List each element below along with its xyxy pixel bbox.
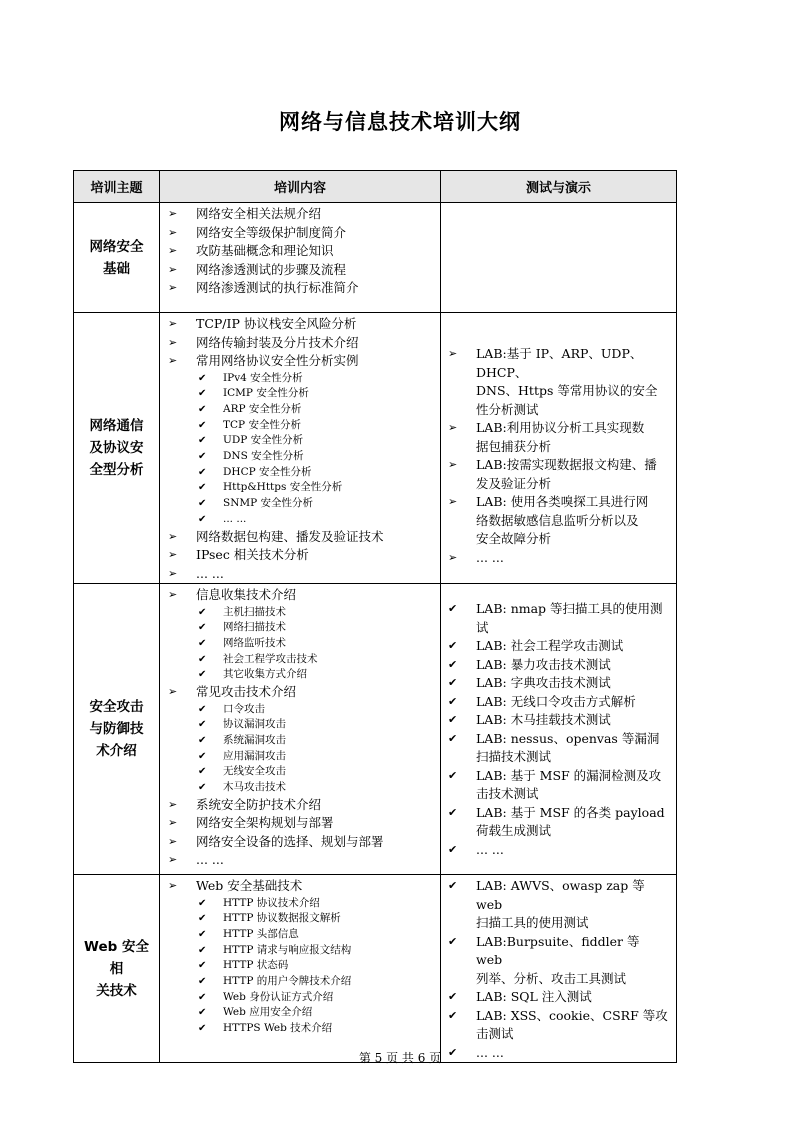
list-item — [160, 896, 440, 912]
list-item-text: ... ... — [223, 512, 247, 525]
list-item — [160, 512, 440, 528]
topic-cell — [74, 203, 160, 313]
tests-cell — [441, 313, 677, 584]
list-item-text: 网络数据包构建、播发及验证技术 — [196, 528, 384, 544]
list-item-text: 应用漏洞攻击 — [223, 749, 286, 762]
check-bullet-icon: ✔ — [448, 657, 458, 671]
check-bullet-icon: ✔ — [448, 879, 458, 893]
topic-cell — [74, 875, 160, 1063]
test-item-line: LAB:按需实现数据报文构建、播 — [476, 457, 657, 472]
table-header-row — [74, 171, 677, 203]
test-item — [441, 841, 668, 860]
list-item-text: HTTP 的用户令牌技术介绍 — [223, 975, 352, 988]
list-item-text: HTTP 状态码 — [223, 959, 289, 972]
list-item — [160, 205, 440, 224]
test-item — [441, 711, 668, 730]
check-bullet-icon: ✔ — [198, 719, 207, 731]
list-item — [160, 911, 440, 927]
arrow-bullet-icon: ➢ — [168, 317, 178, 330]
arrow-bullet-icon: ➢ — [168, 225, 178, 239]
test-item — [441, 933, 668, 989]
topic-line: 安全攻击 — [89, 699, 144, 716]
list-item-text: TCP/IP 协议栈安全风险分析 — [196, 316, 357, 331]
list-item-text: Http&Https 安全性分析 — [223, 481, 343, 494]
header-topic: 培训主题 — [74, 171, 160, 203]
check-bullet-icon: ✔ — [198, 782, 207, 794]
test-item-line: LAB: nessus、openvas 等漏洞 — [476, 730, 660, 746]
list-item — [160, 958, 440, 974]
test-item — [441, 600, 668, 637]
list-item-text: 网络安全设备的选择、规划与部署 — [196, 833, 384, 849]
list-item — [160, 733, 440, 749]
content-list — [160, 875, 440, 1037]
check-bullet-icon: ✔ — [448, 713, 458, 727]
test-item-line: 扫描技术测试 — [476, 749, 552, 765]
training-outline-table — [73, 170, 677, 1063]
test-item-line: 性分析测试 — [476, 401, 539, 417]
test-item-line: LAB:利用协议分析工具实现数 — [476, 420, 645, 435]
list-item-text: 其它收集方式介绍 — [223, 668, 307, 681]
check-bullet-icon: ✔ — [448, 990, 458, 1004]
check-bullet-icon: ✔ — [198, 403, 207, 415]
list-item — [160, 386, 440, 402]
check-bullet-icon: ✔ — [448, 1045, 458, 1059]
check-bullet-icon: ✔ — [198, 944, 207, 956]
list-item — [160, 605, 440, 621]
check-bullet-icon: ✔ — [448, 694, 458, 708]
test-item-line: 试 — [476, 619, 489, 635]
check-bullet-icon: ✔ — [198, 960, 207, 972]
list-item-text: IPsec 相关技术分析 — [196, 547, 309, 563]
test-item-line: LAB: AWVS、owasp zap 等 web — [476, 878, 645, 912]
list-item — [160, 279, 440, 298]
arrow-bullet-icon: ➢ — [168, 816, 178, 830]
check-bullet-icon: ✔ — [198, 372, 207, 384]
list-item — [160, 814, 440, 833]
list-item — [160, 433, 440, 449]
list-item — [160, 480, 440, 496]
list-item-text: 网络安全架构规划与部署 — [196, 815, 334, 831]
topic-line: 关技术 — [96, 982, 137, 999]
test-item — [441, 767, 668, 804]
list-item-text: 攻防基础概念和理论知识 — [196, 243, 334, 258]
arrow-bullet-icon: ➢ — [168, 797, 178, 811]
list-item — [160, 565, 440, 584]
list-item — [160, 1005, 440, 1021]
check-bullet-icon: ✔ — [448, 768, 458, 782]
list-item — [160, 780, 440, 796]
list-item-text: 社会工程学攻击技术 — [223, 652, 318, 665]
test-item-line: 发及验证分析 — [476, 475, 552, 491]
test-item-line: LAB: SQL 注入测试 — [476, 989, 592, 1005]
tests-list — [441, 584, 676, 859]
check-bullet-icon: ✔ — [198, 703, 207, 715]
list-item — [160, 833, 440, 852]
content-list — [160, 584, 440, 870]
test-item-line: 扫描工具的使用测试 — [476, 915, 589, 931]
list-item — [160, 717, 440, 733]
test-item-line: ... ... — [476, 1044, 504, 1060]
test-item — [441, 804, 668, 841]
check-bullet-icon: ✔ — [198, 928, 207, 940]
list-item — [160, 974, 440, 990]
test-item-line: 络数据敏感信息监听分析以及 — [476, 512, 639, 528]
check-bullet-icon: ✔ — [198, 498, 207, 510]
check-bullet-icon: ✔ — [198, 766, 207, 778]
table-row — [74, 313, 677, 584]
test-item — [441, 730, 668, 767]
list-item — [160, 796, 440, 815]
list-item-text: 主机扫描技术 — [223, 605, 286, 618]
table-row — [74, 203, 677, 313]
test-item — [441, 456, 668, 493]
arrow-bullet-icon: ➢ — [168, 354, 178, 367]
test-item-line: 荷载生成测试 — [476, 823, 552, 839]
list-item — [160, 528, 440, 547]
check-bullet-icon: ✔ — [198, 653, 207, 665]
arrow-bullet-icon: ➢ — [448, 550, 458, 564]
test-item-line: 列举、分析、攻击工具测试 — [476, 970, 627, 986]
arrow-bullet-icon: ➢ — [448, 421, 458, 434]
check-bullet-icon: ✔ — [198, 637, 207, 649]
table-body — [74, 203, 677, 1063]
list-item — [160, 877, 440, 896]
tests-cell — [441, 203, 677, 313]
check-bullet-icon: ✔ — [198, 1023, 207, 1035]
list-item-text: TCP 安全性分析 — [223, 418, 301, 431]
arrow-bullet-icon: ➢ — [168, 685, 178, 699]
test-item-line: 击测试 — [476, 1026, 514, 1042]
test-item — [441, 693, 668, 712]
list-item-text: HTTP 协议技术介绍 — [223, 896, 320, 909]
list-item — [160, 465, 440, 481]
check-bullet-icon: ✔ — [448, 805, 458, 819]
list-item — [160, 1021, 440, 1037]
test-item-line: LAB: nmap 等扫描工具的使用测 — [476, 601, 663, 617]
check-bullet-icon: ✔ — [198, 513, 207, 525]
topic-line: 全型分析 — [89, 462, 144, 479]
check-bullet-icon: ✔ — [198, 419, 207, 431]
test-item — [441, 1007, 668, 1044]
table-row — [74, 875, 677, 1063]
list-item-text: IPv4 安全性分析 — [223, 371, 303, 384]
topic-line: 及协议安 — [89, 440, 144, 457]
check-bullet-icon: ✔ — [198, 897, 207, 909]
test-item-line: 据包捕获分析 — [476, 438, 552, 454]
topic-line: 网络通信 — [89, 418, 144, 435]
tests-list — [441, 313, 676, 567]
tests-cell — [441, 584, 677, 875]
list-item — [160, 652, 440, 668]
check-bullet-icon: ✔ — [448, 676, 458, 690]
check-bullet-icon: ✔ — [198, 451, 207, 463]
list-item-text: ... ... — [196, 852, 224, 868]
list-item — [160, 449, 440, 465]
arrow-bullet-icon: ➢ — [168, 207, 178, 220]
list-item — [160, 990, 440, 1006]
list-item-text: DHCP 安全性分析 — [223, 465, 312, 478]
list-item-text: 系统安全防护技术介绍 — [196, 796, 322, 812]
list-item-text: 信息收集技术介绍 — [196, 587, 297, 603]
arrow-bullet-icon: ➢ — [168, 588, 178, 602]
test-item-line: LAB: 暴力攻击技术测试 — [476, 656, 611, 672]
test-item-line: LAB:基于 IP、ARP、UDP、DHCP、 — [476, 346, 643, 380]
page-footer: 第 5 页 共 6 页 — [358, 1051, 442, 1065]
check-bullet-icon: ✔ — [448, 842, 458, 856]
document-title: 网络与信息技术培训大纲 — [279, 110, 521, 134]
check-bullet-icon: ✔ — [198, 388, 207, 400]
list-item — [160, 927, 440, 943]
list-item-text: 网络传输封装及分片技术介绍 — [196, 334, 359, 350]
list-item — [160, 334, 440, 353]
check-bullet-icon: ✔ — [198, 913, 207, 925]
test-item-line: LAB: 木马挂载技术测试 — [476, 712, 611, 728]
test-item-line: DNS、Https 等常用协议的安全 — [476, 383, 658, 398]
list-item — [160, 620, 440, 636]
topic-line: Web 安全相 — [84, 938, 149, 977]
list-item — [160, 636, 440, 652]
list-item — [160, 418, 440, 434]
list-item — [160, 496, 440, 512]
arrow-bullet-icon: ➢ — [448, 347, 458, 360]
test-item — [441, 877, 668, 933]
test-item-line: 击技术测试 — [476, 786, 539, 802]
list-item-text: 常用网络协议安全性分析实例 — [196, 353, 359, 368]
topic-cell — [74, 584, 160, 875]
arrow-bullet-icon: ➢ — [168, 879, 178, 893]
list-item-text: Web 应用安全介绍 — [223, 1006, 313, 1019]
test-item-line: LAB: 基于 MSF 的各类 payload — [476, 804, 665, 820]
test-item-line: LAB: 字典攻击技术测试 — [476, 675, 611, 691]
check-bullet-icon: ✔ — [198, 435, 207, 447]
list-item-text: DNS 安全性分析 — [223, 450, 304, 463]
list-item-text: 系统漏洞攻击 — [223, 733, 286, 746]
list-item-text: HTTP 头部信息 — [223, 927, 299, 940]
arrow-bullet-icon: ➢ — [168, 566, 178, 580]
check-bullet-icon: ✔ — [198, 991, 207, 1003]
arrow-bullet-icon: ➢ — [168, 244, 178, 257]
check-bullet-icon: ✔ — [448, 934, 458, 948]
list-item-text: 网络扫描技术 — [223, 621, 286, 634]
tests-cell — [441, 875, 677, 1063]
check-bullet-icon: ✔ — [198, 669, 207, 681]
arrow-bullet-icon: ➢ — [448, 495, 458, 508]
list-item-text: HTTPS Web 技术介绍 — [223, 1022, 333, 1035]
header-tests: 测试与演示 — [441, 171, 677, 203]
check-bullet-icon: ✔ — [448, 1008, 458, 1022]
content-cell — [160, 875, 441, 1063]
list-item — [160, 315, 440, 334]
list-item-text: ... ... — [196, 565, 224, 581]
test-item — [441, 493, 668, 549]
content-list — [160, 203, 440, 298]
list-item — [160, 402, 440, 418]
list-item-text: Web 安全基础技术 — [196, 878, 303, 894]
list-item-text: 常见攻击技术介绍 — [196, 684, 297, 700]
check-bullet-icon: ✔ — [198, 1007, 207, 1019]
check-bullet-icon: ✔ — [448, 731, 458, 745]
list-item — [160, 667, 440, 683]
table-row — [74, 584, 677, 875]
arrow-bullet-icon: ➢ — [168, 262, 178, 276]
arrow-bullet-icon: ➢ — [168, 853, 178, 867]
list-item — [160, 352, 440, 371]
list-item — [160, 683, 440, 702]
check-bullet-icon: ✔ — [448, 639, 458, 653]
test-item-line: LAB: 基于 MSF 的漏洞检测及攻 — [476, 767, 662, 783]
list-item — [160, 242, 440, 261]
content-cell — [160, 313, 441, 584]
arrow-bullet-icon: ➢ — [168, 548, 178, 562]
topic-line: 与防御技 — [89, 721, 144, 738]
topic-line: 术介绍 — [96, 743, 137, 760]
list-item-text: SNMP 安全性分析 — [223, 497, 314, 510]
list-item — [160, 586, 440, 605]
topic-cell — [74, 313, 160, 584]
list-item — [160, 764, 440, 780]
list-item — [160, 546, 440, 565]
test-item — [441, 419, 668, 456]
list-item-text: 协议漏洞攻击 — [223, 718, 286, 731]
check-bullet-icon: ✔ — [198, 734, 207, 746]
list-item-text: 网络渗透测试的执行标准简介 — [196, 280, 359, 295]
list-item-text: HTTP 请求与响应报文结构 — [223, 943, 352, 956]
check-bullet-icon: ✔ — [198, 976, 207, 988]
topic-line: 基础 — [103, 260, 130, 277]
list-item — [160, 371, 440, 387]
test-item-line: LAB: 使用各类嗅探工具进行网 — [476, 494, 649, 509]
header-content: 培训内容 — [160, 171, 441, 203]
list-item — [160, 943, 440, 959]
list-item-text: Web 身份认证方式介绍 — [223, 990, 334, 1003]
test-item — [441, 549, 668, 568]
test-item — [441, 345, 668, 419]
test-item-line: LAB: XSS、cookie、CSRF 等攻 — [476, 1007, 668, 1023]
test-item — [441, 656, 668, 675]
content-cell — [160, 584, 441, 875]
check-bullet-icon: ✔ — [448, 602, 458, 616]
content-cell — [160, 203, 441, 313]
list-item-text: 无线安全攻击 — [223, 765, 286, 778]
list-item — [160, 749, 440, 765]
arrow-bullet-icon: ➢ — [448, 458, 458, 471]
list-item — [160, 261, 440, 280]
tests-list — [441, 875, 676, 1062]
list-item-text: ARP 安全性分析 — [223, 402, 302, 415]
list-item — [160, 702, 440, 718]
list-item-text: 网络安全等级保护制度简介 — [196, 224, 347, 240]
list-item-text: 网络安全相关法规介绍 — [196, 206, 322, 221]
list-item-text: 网络监听技术 — [223, 636, 286, 649]
content-list — [160, 313, 440, 583]
list-item-text: 口令攻击 — [223, 702, 265, 715]
test-item-line: LAB: 无线口令攻击方式解析 — [476, 693, 636, 709]
test-item-line: ... ... — [476, 841, 504, 857]
topic-line: 网络安全 — [89, 238, 144, 255]
list-item-text: 网络渗透测试的步骤及流程 — [196, 261, 347, 277]
test-item — [441, 637, 668, 656]
list-item-text: HTTP 协议数据报文解析 — [223, 912, 341, 925]
test-item-line: LAB:Burpsuite、fiddler 等 web — [476, 933, 640, 968]
check-bullet-icon: ✔ — [198, 466, 207, 478]
list-item — [160, 224, 440, 243]
arrow-bullet-icon: ➢ — [168, 335, 178, 349]
list-item-text: 木马攻击技术 — [223, 781, 286, 794]
list-item-text: ICMP 安全性分析 — [223, 387, 309, 400]
list-item — [160, 851, 440, 870]
list-item-text: UDP 安全性分析 — [223, 434, 304, 447]
arrow-bullet-icon: ➢ — [168, 529, 178, 543]
test-item — [441, 988, 668, 1007]
test-item-line: ... ... — [476, 549, 504, 565]
check-bullet-icon: ✔ — [198, 606, 207, 618]
test-item — [441, 674, 668, 693]
test-item-line: 安全故障分析 — [476, 531, 552, 546]
check-bullet-icon: ✔ — [198, 482, 207, 494]
test-item-line: LAB: 社会工程学攻击测试 — [476, 638, 624, 654]
check-bullet-icon: ✔ — [198, 750, 207, 762]
check-bullet-icon: ✔ — [198, 622, 207, 634]
arrow-bullet-icon: ➢ — [168, 281, 178, 294]
arrow-bullet-icon: ➢ — [168, 834, 178, 848]
